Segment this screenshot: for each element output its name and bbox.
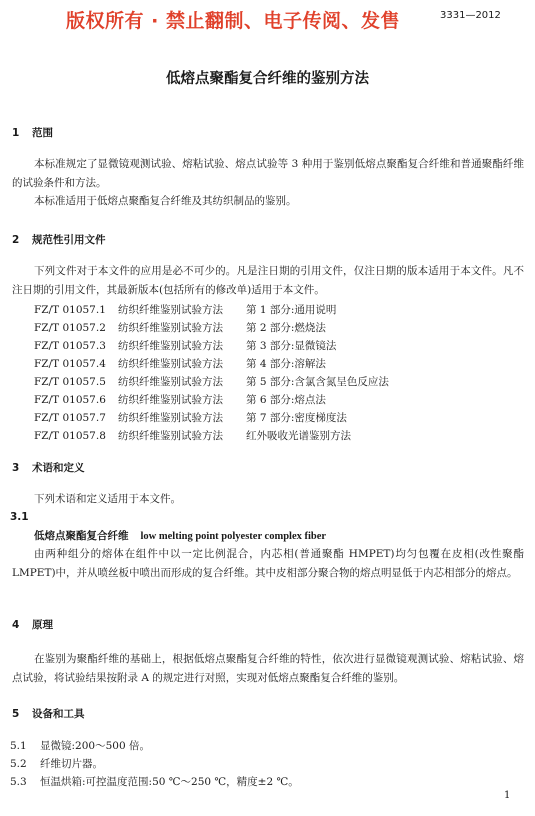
item-number: 5.2 (10, 758, 27, 770)
section-5-heading (12, 706, 85, 721)
item-number: 5.1 (10, 740, 27, 752)
section-number: 1 (12, 127, 20, 139)
equipment-item (10, 773, 299, 791)
section-title: 设备和工具 (32, 708, 85, 720)
section-1-heading (12, 125, 53, 140)
item-text: 显微镜:200～500 倍。 (40, 740, 150, 752)
standard-code: 3331—2012 (440, 10, 501, 21)
section-2-heading (12, 232, 106, 247)
section-number: 5 (12, 708, 20, 720)
subsection-number: 3.1 (10, 511, 29, 523)
reference-row: FZ/T 01057.6 纺织纤维鉴别试验方法 第 6 部分:熔点法 (34, 394, 326, 406)
item-text: 恒温烘箱:可控温度范围:50 ℃～250 ℃，精度±2 ℃。 (40, 776, 299, 788)
reference-row: FZ/T 01057.3 纺织纤维鉴别试验方法 第 3 部分:显微镜法 (34, 340, 337, 352)
section-1-paragraph-1: 本标准规定了显微镜观测试验、熔粘试验、熔点试验等 3 种用于鉴别低熔点聚酯复合纤维和普通聚酯纤维的试验条件和方法。 (12, 158, 524, 189)
reference-row: FZ/T 01057.2 纺织纤维鉴别试验方法 第 2 部分:燃烧法 (34, 322, 326, 334)
page-number: 1 (504, 790, 511, 801)
section-title: 原理 (32, 619, 53, 631)
reference-row: FZ/T 01057.4 纺织纤维鉴别试验方法 第 4 部分:溶解法 (34, 358, 326, 370)
section-title: 范围 (32, 127, 53, 139)
document-title: 低熔点聚酯复合纤维的鉴别方法 (166, 71, 369, 87)
section-2-intro: 下列文件对于本文件的应用是必不可少的。凡是注日期的引用文件，仅注日期的版本适用于本文件。凡不注日期的引用文件，其最新版本(包括所有的修改单)适用于本文件。 (12, 265, 524, 296)
term-chinese: 低熔点聚酯复合纤维 (34, 530, 129, 542)
equipment-item (10, 737, 150, 755)
reference-row: FZ/T 01057.1 纺织纤维鉴别试验方法 第 1 部分:通用说明 (34, 304, 337, 316)
section-1-paragraph-2: 本标准适用于低熔点聚酯复合纤维及其纺织制品的鉴别。 (34, 195, 297, 207)
section-number: 4 (12, 619, 20, 631)
term-line (34, 528, 326, 543)
term-definition: 由两种组分的熔体在组件中以一定比例混合，内芯相(普通聚酯 HMPET)均匀包覆在皮相(改性聚酯 LMPET)中，并从喷丝板中喷出而形成的复合纤维。其中皮相部分聚合物的熔点明显低于内芯相部分的熔点。 (12, 548, 524, 579)
reference-row: FZ/T 01057.5 纺织纤维鉴别试验方法 第 5 部分:含氯含氮呈色反应法 (34, 376, 389, 388)
section-number: 3 (12, 462, 20, 474)
section-title: 规范性引用文件 (32, 234, 106, 246)
watermark-text: 版权所有 · 禁止翻制、电子传阅、发售 (66, 10, 400, 32)
section-3-intro: 下列术语和定义适用于本文件。 (34, 493, 181, 505)
section-3-heading (12, 460, 85, 475)
section-number: 2 (12, 234, 20, 246)
reference-row: FZ/T 01057.8 纺织纤维鉴别试验方法 红外吸收光谱鉴别方法 (34, 430, 351, 442)
equipment-item (10, 755, 103, 773)
section-4-heading (12, 617, 53, 632)
term-english: low melting point polyester complex fiber (140, 531, 327, 542)
item-number: 5.3 (10, 776, 27, 788)
section-4-paragraph: 在鉴别为聚酯纤维的基础上，根据低熔点聚酯复合纤维的特性，依次进行显微镜观测试验、熔粘试验、熔点试验，将试验结果按附录 A 的规定进行对照，实现对低熔点聚酯复合纤维的鉴别。 (12, 653, 524, 684)
item-text: 纤维切片器。 (40, 758, 103, 770)
reference-row: FZ/T 01057.7 纺织纤维鉴别试验方法 第 7 部分:密度梯度法 (34, 412, 347, 424)
section-title: 术语和定义 (32, 462, 85, 474)
